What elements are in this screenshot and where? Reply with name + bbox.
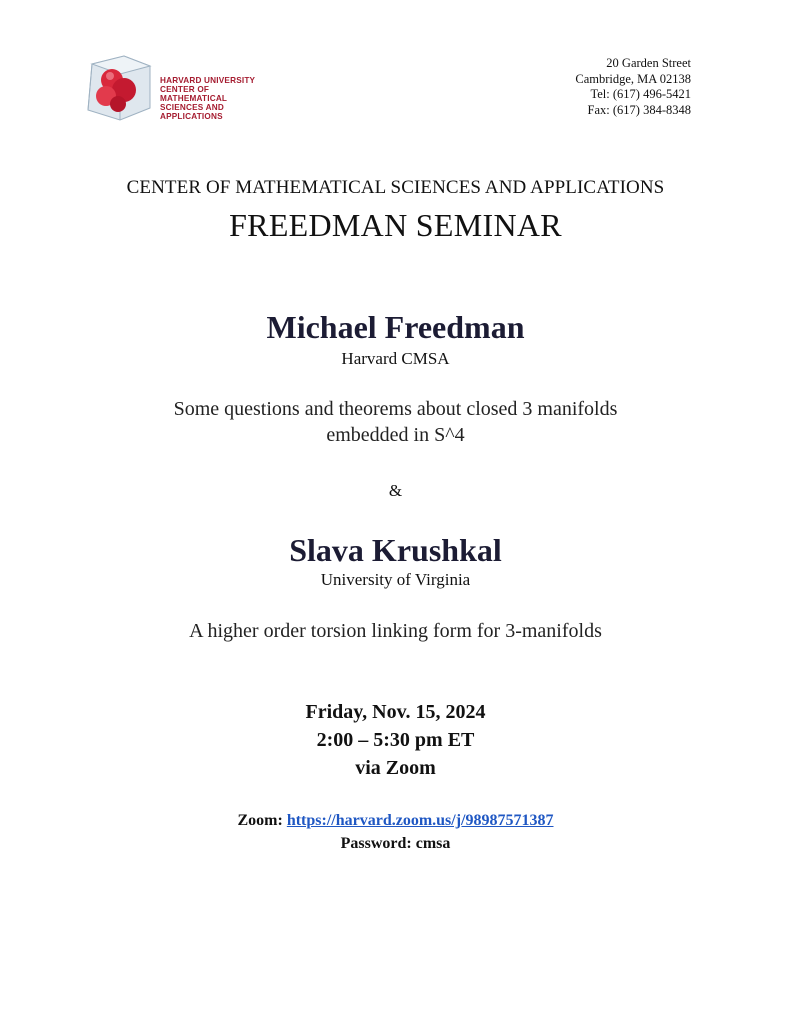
zoom-info bbox=[0, 809, 791, 855]
talk-title-1-line2: embedded in S^4 bbox=[326, 424, 465, 446]
zoom-line bbox=[0, 809, 791, 832]
harvard-cmsa-cube-logo-icon bbox=[80, 54, 156, 122]
cmsa-logo bbox=[80, 54, 270, 122]
seminar-title: FREEDMAN SEMINAR bbox=[229, 207, 562, 243]
zoom-label: Zoom: bbox=[237, 812, 283, 829]
speaker-affiliation-2: University of Virginia bbox=[320, 570, 471, 589]
org-name: CENTER OF MATHEMATICAL SCIENCES AND APPLICATIONS bbox=[126, 177, 665, 198]
logo-university: HARVARD UNIVERSITY bbox=[160, 76, 256, 85]
address-tel: Tel: (617) 496-5421 bbox=[590, 87, 691, 101]
logo-department-line2: SCIENCES AND APPLICATIONS bbox=[160, 103, 224, 121]
zoom-link[interactable]: https://harvard.zoom.us/j/98987571387 bbox=[286, 812, 554, 829]
password-label: Password: bbox=[340, 835, 412, 852]
talk-title-1-line1: Some questions and theorems about closed 3 manifolds bbox=[173, 398, 618, 420]
password-value: cmsa bbox=[415, 835, 451, 852]
address-city: Cambridge, MA 02138 bbox=[575, 71, 691, 86]
event-details bbox=[0, 698, 791, 782]
talk-title-2 bbox=[0, 618, 791, 644]
speaker-name-1: Michael Freedman bbox=[266, 309, 525, 345]
talk-title-2-line1: A higher order torsion linking form for 3-manifolds bbox=[189, 620, 602, 642]
logo-department-line1: CENTER OF MATHEMATICAL bbox=[160, 85, 228, 103]
talk-title-1 bbox=[0, 396, 791, 448]
event-time: 2:00 – 5:30 pm ET bbox=[316, 729, 475, 751]
password-line bbox=[0, 832, 791, 855]
talk-separator: & bbox=[388, 481, 403, 500]
address-street: 20 Garden Street bbox=[606, 56, 691, 70]
speaker-affiliation-1: Harvard CMSA bbox=[341, 349, 450, 368]
address-block bbox=[575, 56, 691, 118]
event-date: Friday, Nov. 15, 2024 bbox=[305, 701, 486, 723]
event-location: via Zoom bbox=[355, 757, 436, 779]
address-fax: Fax: (617) 384-8348 bbox=[587, 102, 691, 117]
logo-text bbox=[160, 76, 270, 121]
speaker-name-2: Slava Krushkal bbox=[289, 532, 502, 568]
